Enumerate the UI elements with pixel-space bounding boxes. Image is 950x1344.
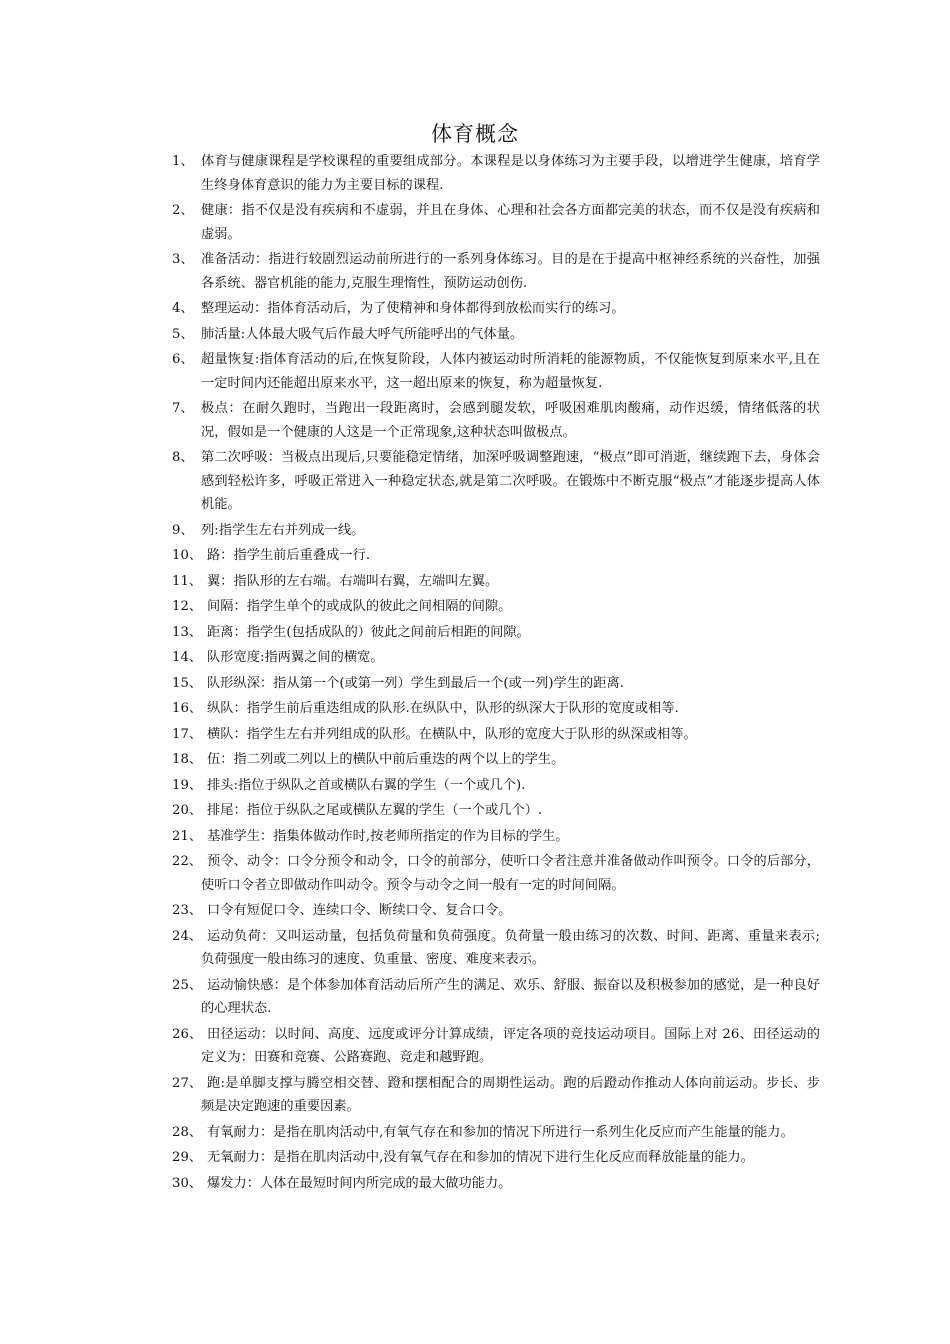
item-text: 无氧耐力：是指在肌肉活动中,没有氧气存在和参加的情况下进行生化反应而释放能量的能力。 — [207, 1150, 754, 1165]
item-number: 11、 — [172, 573, 203, 589]
item-number: 4、 — [172, 301, 194, 316]
list-item — [172, 672, 820, 696]
item-number: 20、 — [172, 803, 203, 818]
item-text: 健康：指不仅是没有疾病和不虚弱，并且在身体、心理和社会各方面都完美的状态，而不仅是没有疾病和虚弱。 — [201, 203, 820, 242]
item-text: 肺活量:人体最大吸气后作最大呼气所能呼出的气体量。 — [201, 326, 524, 342]
list-item — [172, 1172, 820, 1196]
item-text: 横队：指学生左右并列组成的队形。在横队中，队形的宽度大于队形的纵深或相等。 — [207, 726, 697, 742]
item-text: 间隔：指学生单个的或成队的彼此之间相隔的间隙。 — [207, 599, 512, 614]
item-text: 队形纵深：指从第一个(或第一列）学生到最后一个(或一列)学生的距离. — [207, 675, 624, 691]
item-text: 田径运动：以时间、高度、远度或评分计算成绩，评定各项的竞技运动项目。国际上对 26、田径运动的定义为：田赛和竞赛、公路赛跑、竞走和越野跑。 — [201, 1026, 820, 1065]
item-number: 8、 — [172, 450, 194, 465]
item-number: 30、 — [172, 1175, 203, 1191]
list-item — [172, 774, 820, 798]
item-text: 基准学生：指集体做动作时,按老师所指定的作为目标的学生。 — [207, 828, 569, 844]
list-item — [172, 621, 820, 645]
item-number: 6、 — [172, 352, 194, 367]
list-item — [172, 595, 820, 619]
item-number: 1、 — [172, 154, 194, 169]
list-item — [172, 150, 820, 197]
item-text: 口令有短促口令、连续口令、断续口令、复合口令。 — [207, 903, 512, 918]
item-text: 极点：在耐久跑时，当跑出一段距离时，会感到腿发软，呼吸困难肌肉酸痛，动作迟缓，情绪低落的状况，假如是一个健康的人这是一个正常现象,这种状态叫做极点。 — [201, 401, 820, 440]
item-number: 26、 — [172, 1026, 203, 1042]
item-number: 28、 — [172, 1124, 203, 1140]
item-number: 25、 — [172, 977, 203, 993]
list-item — [172, 1146, 820, 1170]
item-number: 17、 — [172, 726, 203, 742]
list-item — [172, 925, 820, 972]
item-text: 超量恢复:指体育活动的后,在恢复阶段，人体内被运动时所消耗的能源物质，不仅能恢复到原来水平,且在一定时间内还能超出原来水平，这一超出原来的恢复，称为超量恢复. — [201, 352, 820, 391]
item-number: 29、 — [172, 1150, 203, 1165]
item-number: 21、 — [172, 828, 203, 844]
page-title: 体育概念 — [431, 122, 519, 146]
list-item — [172, 323, 820, 347]
item-text: 预令、动令：口令分预令和动令，口令的前部分，使听口令者注意并准备做动作叫预令。口令的后部分，使听口令者立即做动作叫动令。预令与动令之间一般有一定的时间间隔。 — [201, 854, 820, 893]
list-item — [172, 646, 820, 670]
item-text: 路：指学生前后重叠成一行. — [207, 548, 371, 563]
item-number: 10、 — [172, 548, 203, 563]
list-item — [172, 974, 820, 1021]
item-text: 纵队：指学生前后重迭组成的队形.在纵队中，队形的纵深大于队形的宽度或相等. — [207, 701, 679, 716]
item-text: 有氧耐力：是指在肌肉活动中,有氧气存在和参加的情况下所进行一系列生化反应而产生能量的能力。 — [207, 1124, 794, 1140]
item-number: 14、 — [172, 650, 203, 665]
item-text: 距离：指学生(包括成队的）彼此之间前后相距的间隙。 — [207, 624, 530, 640]
list-item — [172, 723, 820, 747]
item-text: 列:指学生左右并列成一线。 — [201, 522, 365, 538]
list-item — [172, 825, 820, 849]
list-item — [172, 199, 820, 246]
item-text: 跑:是单脚支撑与腾空相交替、蹬和摆相配合的周期性运动。跑的后蹬动作推动人体向前运动。步长、步频是决定跑速的重要因素。 — [201, 1075, 820, 1114]
item-number: 15、 — [172, 675, 203, 691]
list-item — [172, 248, 820, 295]
item-number: 19、 — [172, 777, 203, 793]
list-item — [172, 850, 820, 897]
item-number: 7、 — [172, 401, 194, 416]
item-text: 爆发力：人体在最短时间内所完成的最大做功能力。 — [207, 1175, 512, 1191]
list-item — [172, 799, 820, 823]
item-text: 准备活动：指进行较剧烈运动前所进行的一系列身体练习。目的是在于提高中枢神经系统的兴奋性，加强各系统、器官机能的能力,克服生理惰性，预防运动创伤. — [201, 252, 820, 291]
list-item — [172, 446, 820, 517]
item-number: 12、 — [172, 599, 203, 614]
item-number: 3、 — [172, 252, 194, 267]
list-item — [172, 1023, 820, 1070]
item-number: 27、 — [172, 1075, 203, 1091]
item-number: 18、 — [172, 752, 203, 767]
item-text: 排尾：指位于纵队之尾或横队左翼的学生（一个或几个）. — [207, 803, 543, 818]
list-item — [172, 570, 820, 594]
list-item — [172, 748, 820, 772]
list-item — [172, 1072, 820, 1119]
list-item — [172, 397, 820, 444]
item-text: 运动愉快感：是个体参加体育活动后所产生的满足、欢乐、舒服、振奋以及积极参加的感觉，是一种良好的心理状态. — [201, 977, 820, 1016]
item-number: 16、 — [172, 701, 203, 716]
item-number: 2、 — [172, 203, 194, 218]
list-item — [172, 519, 820, 543]
item-text: 整理运动：指体育活动后，为了使精神和身体都得到放松而实行的练习。 — [201, 301, 625, 316]
list-item — [172, 297, 820, 321]
item-number: 5、 — [172, 326, 194, 342]
concept-list — [172, 150, 820, 1197]
item-text: 运动负荷：又叫运动量，包括负荷量和负荷强度。负荷量一般由练习的次数、时间、距离、重量来表示;负荷强度一般由练习的速度、负重量、密度、难度来表示。 — [201, 928, 820, 967]
item-number: 13、 — [172, 624, 203, 640]
item-number: 24、 — [172, 928, 203, 944]
item-number: 23、 — [172, 903, 203, 918]
list-item — [172, 697, 820, 721]
item-text: 队形宽度:指两翼之间的横宽。 — [207, 650, 384, 665]
item-text: 翼：指队形的左右端。右端叫右翼，左端叫左翼。 — [207, 573, 499, 589]
item-text: 第二次呼吸：当极点出现后,只要能稳定情绪，加深呼吸调整跑速，“极点”即可消逝，继续跑下去，身体会感到轻松许多，呼吸正常进入一种稳定状态,就是第二次呼吸。在锻炼中不断克服“极点”才能逐步提高人体机能。 — [201, 450, 820, 512]
list-item — [172, 544, 820, 568]
list-item — [172, 1121, 820, 1145]
list-item — [172, 348, 820, 395]
list-item — [172, 899, 820, 923]
item-text: 伍：指二列或二列以上的横队中前后重迭的两个以上的学生。 — [207, 752, 565, 767]
item-text: 排头:指位于纵队之首或横队右翼的学生（一个或几个). — [207, 777, 526, 793]
item-number: 22、 — [172, 854, 203, 869]
item-number: 9、 — [172, 522, 194, 538]
item-text: 体育与健康课程是学校课程的重要组成部分。本课程是以身体练习为主要手段，以增进学生健康，培育学生终身体育意识的能力为主要目标的课程. — [201, 154, 820, 193]
